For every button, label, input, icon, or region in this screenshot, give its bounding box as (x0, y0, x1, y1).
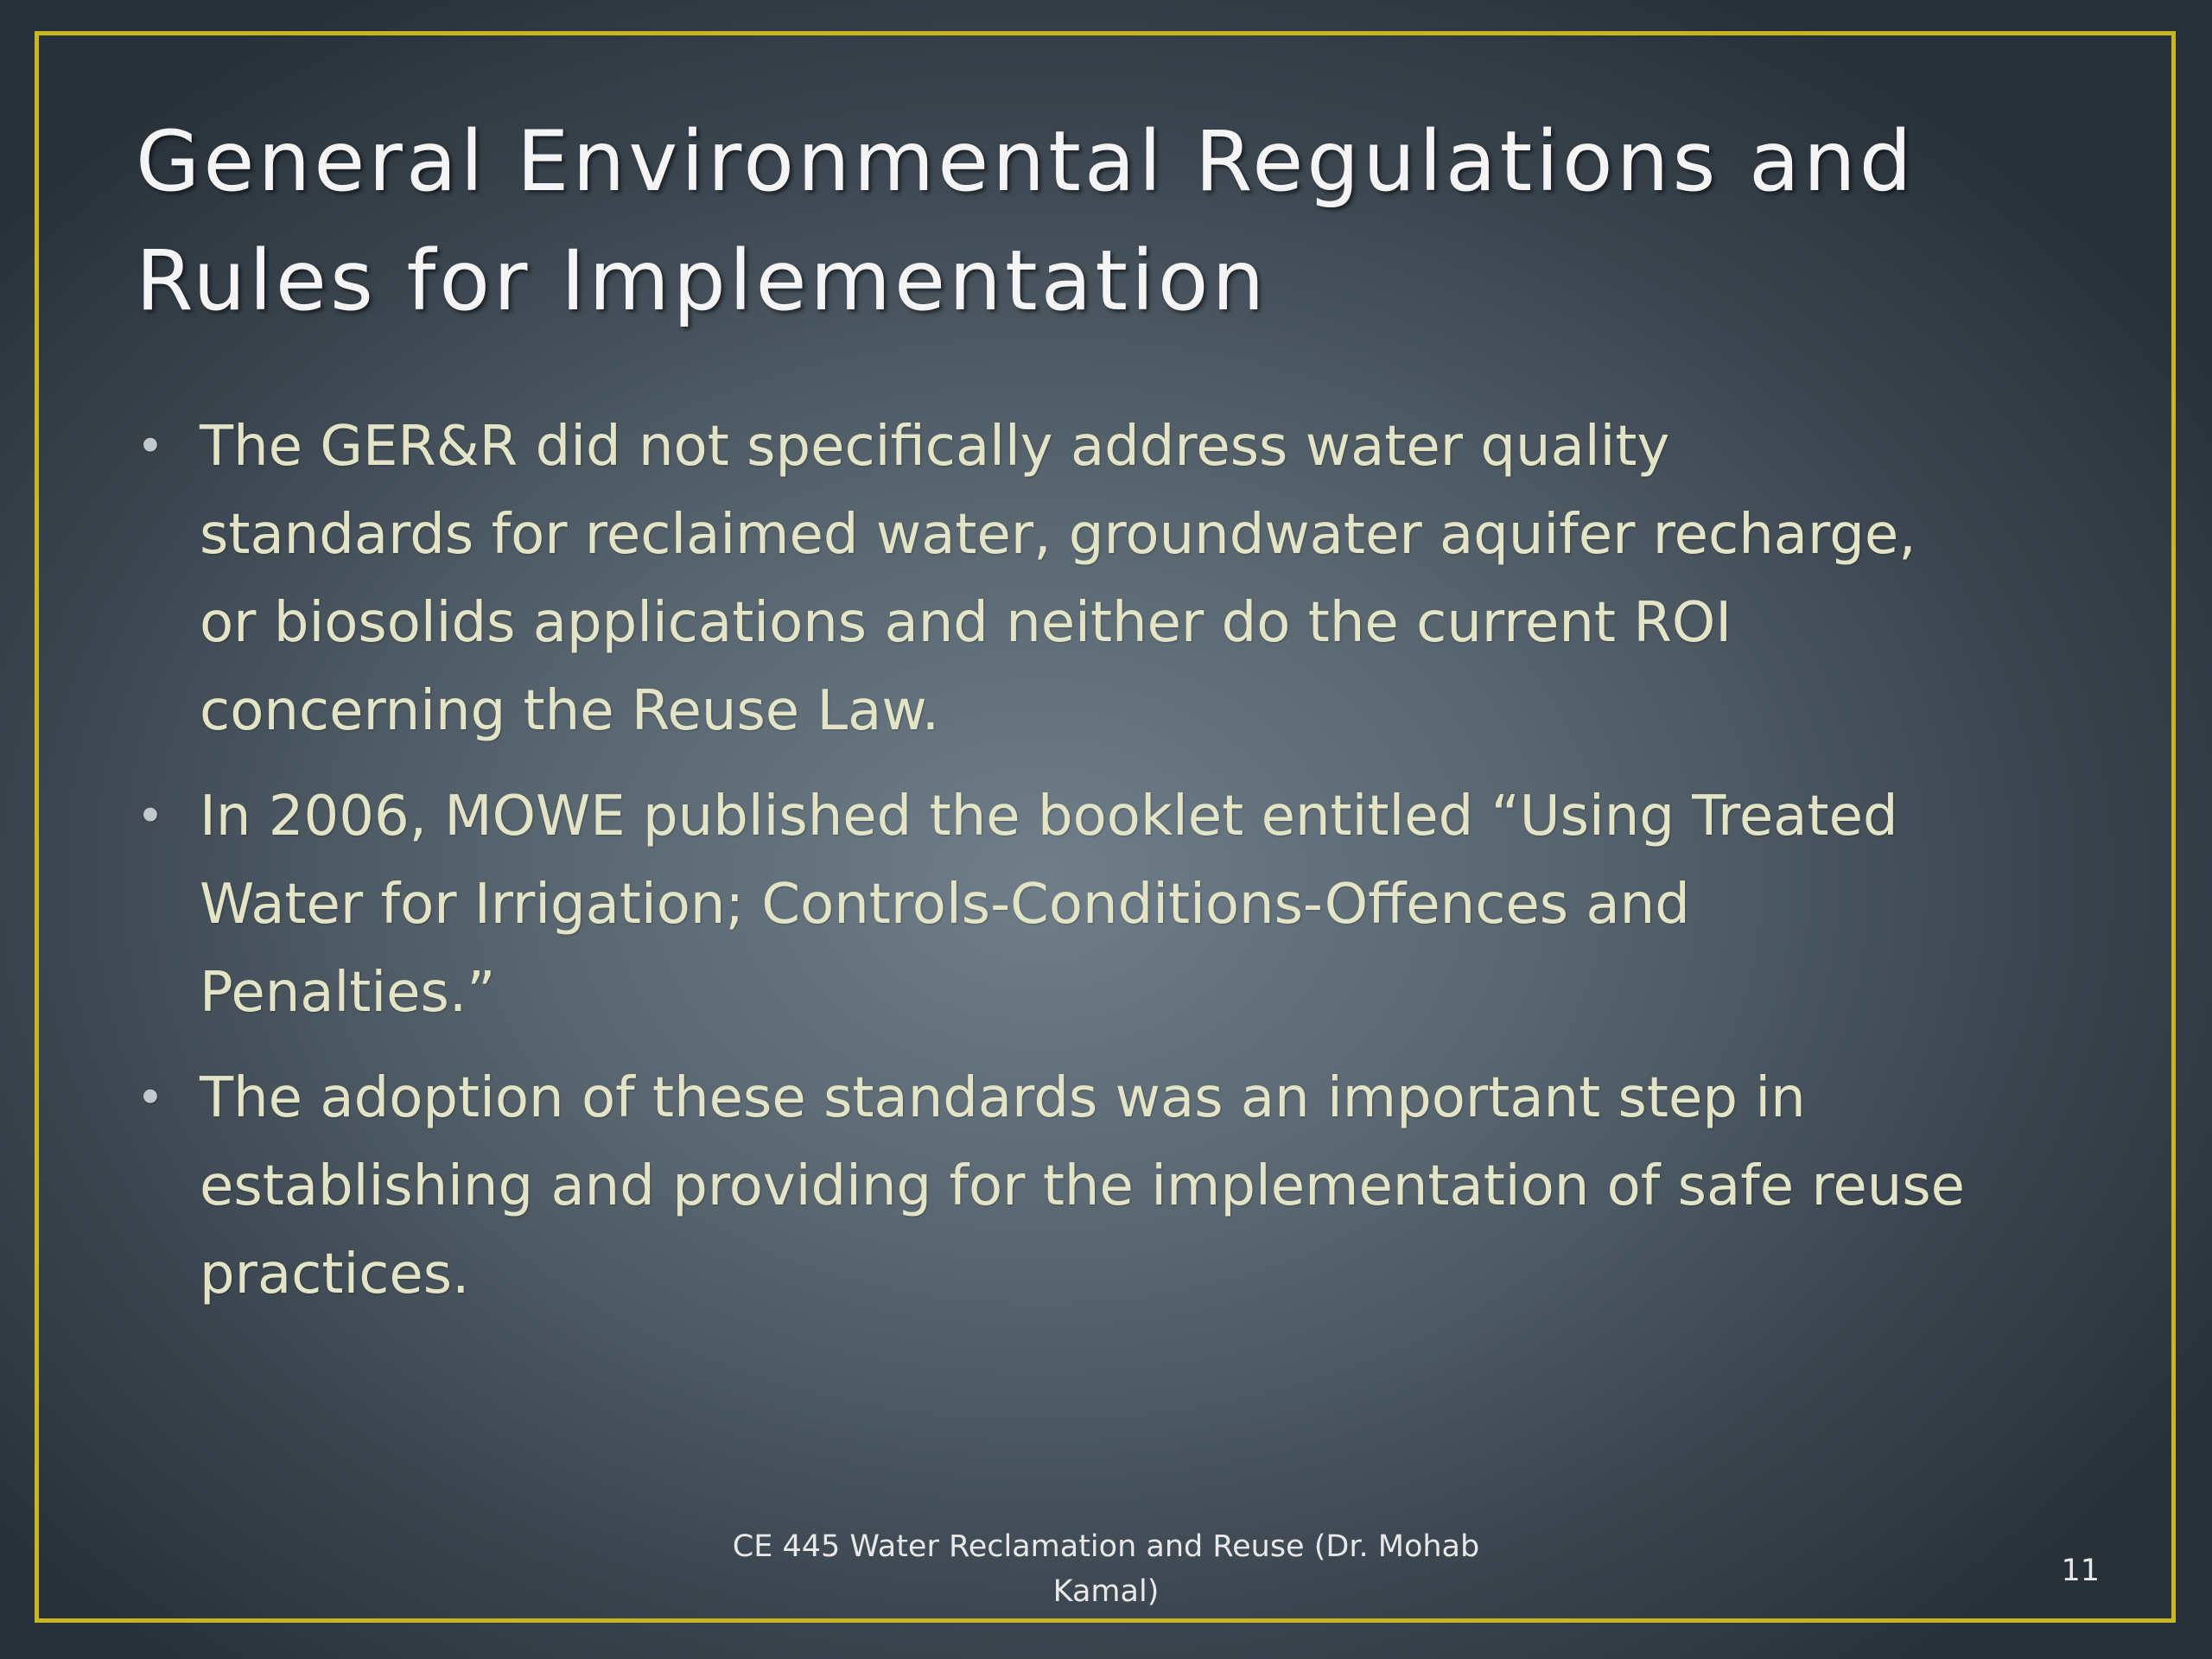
bullet-1-line-1: The GER&R did not specifically address water quality (200, 415, 1670, 479)
bullet-1-line-4: concerning the Reuse Law. (200, 679, 940, 743)
bullet-3-line-2: establishing and providing for the implementation of safe reuse (200, 1154, 1966, 1218)
footer-line-2: Kamal) (1052, 1574, 1160, 1609)
bullet-1-line-3: or biosolids applications and neither do the current ROI (200, 591, 1732, 655)
bullet-3-line-1: The adoption of these standards was an important step in (200, 1066, 1806, 1130)
bullet-1-line-2: standards for reclaimed water, groundwater aquifer recharge, (200, 503, 1916, 567)
bullet-2-line-2: Water for Irrigation; Controls-Conditions-Offences and (200, 873, 1690, 937)
bullet-2-line-1: In 2006, MOWE published the booklet entitled “Using Treated (200, 785, 1898, 849)
slide-page-number: 11 (2061, 1554, 2100, 1588)
footer-line-1: CE 445 Water Reclamation and Reuse (Dr. Mohab (732, 1529, 1480, 1564)
bullet-2-line-3: Penalties.” (200, 961, 496, 1025)
title-line-1: General Environmental Regulations and (136, 113, 1916, 210)
bullet-item-3 (134, 1054, 2087, 1319)
bullet-3-line-3: practices. (200, 1243, 470, 1306)
bullet-item-2 (134, 772, 2087, 1037)
bullet-item-1 (134, 403, 2087, 755)
bullet-icon: • (137, 419, 164, 474)
bullet-icon: • (137, 1071, 164, 1125)
slide-title (136, 102, 2080, 340)
bullet-icon: • (137, 789, 164, 843)
slide-footer (674, 1524, 1538, 1614)
bullet-list (134, 403, 2087, 1336)
title-line-2: Rules for Implementation (136, 232, 1268, 329)
